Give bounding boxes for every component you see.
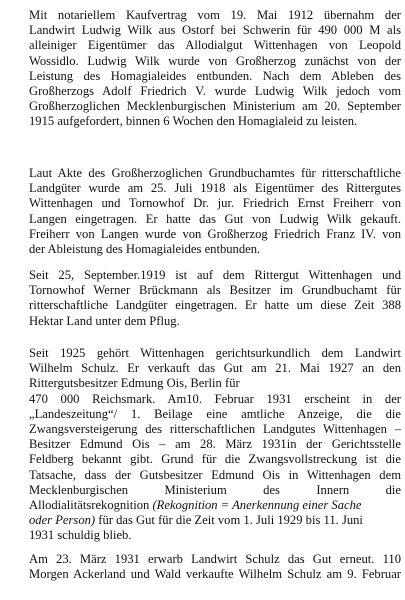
text-line: Großherzogs Adolf Friedrich V. wurde Ludwig Wilk jedoch vom	[29, 84, 401, 99]
paragraph-brueckmann	[29, 268, 401, 329]
text-line	[29, 513, 401, 528]
definition-italic: (Rekognition = Anerkennung einer Sache	[152, 498, 362, 513]
text-line: Großherzoglichen Mecklenburgischen Ministerium am 20. September	[29, 99, 401, 114]
text-line: Wilhelm Schulz. Er verkauft das Gut am 21. Mai 1927 an den	[29, 361, 401, 376]
text-line: Seit 1925 gehört Wittenhagen gerichtsurkundlich dem Landwirt	[29, 346, 401, 360]
text-line: Hektar Land unter dem Pflug.	[29, 313, 180, 328]
text-line: Leistung des Homagialeides entbunden. Nach dem Ableben des	[29, 68, 401, 83]
text-line: Wossidlo. Ludwig Wilk wurde von Großherzog zunächst von der	[29, 53, 401, 68]
text-line: Morgen Ackerland und Wald verkaufte Wilhelm Schulz am 9. Februar	[29, 567, 401, 582]
text-line: Mecklenburgischen Ministerium des Innern die	[29, 482, 401, 497]
text-line: Besitzer Edmund Ois – am 28. März 1931in der Gerichtsstelle	[29, 437, 401, 452]
text-run: Allodialitätsrekognition	[29, 498, 153, 513]
text-line: der Ableistung des Homagialeides entbunden.	[29, 242, 261, 257]
text-line: 1931 schuldig blieb.	[29, 528, 132, 543]
text-line: Feldberg bekannt gibt. Grund für die Zwangsvollstreckung ist die	[29, 452, 401, 467]
paragraph-schulz-ois	[29, 346, 401, 544]
text-line: „Landeszeitung“/ 1. Beilage eine amtliche Anzeige, die die	[29, 406, 401, 421]
text-line: ritterschaftliche Landgüter eingetragen. Er hatte um diese Zeit 388	[29, 298, 401, 313]
text-line: 1915 aufgefordert, binnen 6 Wochen den Homagialeid zu leisten.	[29, 114, 358, 129]
paragraph-wilk-purchase	[29, 8, 401, 130]
text-line: Laut Akte des Großherzoglichen Grundbuchamtes für ritterschaftliche	[29, 166, 401, 180]
text-line: Tornowhof Werner Brückmann als Besitzer im Grundbuchamt für	[29, 283, 401, 298]
text-line: Landwirt Ludwig Wilk aus Ostorf bei Schwerin für 490 000 M als	[29, 23, 401, 38]
text-line: Mit notariellem Kaufvertrag vom 19. Mai 1912 übernahm der	[29, 8, 401, 22]
paragraph-von-langen	[29, 166, 401, 257]
text-line: Wittenhagen und Tornowhof Dr. jur. Friedrich Ernst Freiherr von	[29, 196, 401, 211]
text-line: Landgüter wurde am 25. Juli 1918 als Eigentümer des Rittergutes	[29, 181, 401, 196]
text-line	[29, 498, 401, 513]
text-line: Rittergutsbesitzer Edmung Ois, Berlin für	[29, 376, 240, 391]
text-line: Am 23. März 1931 erwarb Landwirt Schulz das Gut erneut. 110	[29, 552, 401, 566]
text-line: Langen eingetragen. Er hatte das Gut von Ludwig Wilk gekauft.	[29, 211, 401, 226]
text-line: 470 000 Reichsmark. Am10. Februar 1931 erscheint in der	[29, 391, 401, 406]
text-line: alleiniger Eigentümer das Allodialgut Wittenhagen von Leopold	[29, 38, 401, 53]
paragraph-schulz-rebuy	[29, 552, 401, 582]
text-line: Tatsache, dass der Gutsbesitzer Edmund Ois in Wittenhagen dem	[29, 467, 401, 482]
text-line: Seit 25, September.1919 ist auf dem Rittergut Wittenhagen und	[29, 268, 401, 282]
text-run: für das Gut für die Zeit vom 1. Juli 1929 bis 11. Juni	[95, 513, 363, 528]
text-line: Freiherr von Langen wurde von Großherzog Friedrich Franz IV. von	[29, 226, 401, 241]
definition-italic: oder Person)	[29, 513, 96, 528]
text-line: Zwangsversteigerung des ritterschaftlichen Landgutes Wittenhagen –	[29, 422, 401, 437]
